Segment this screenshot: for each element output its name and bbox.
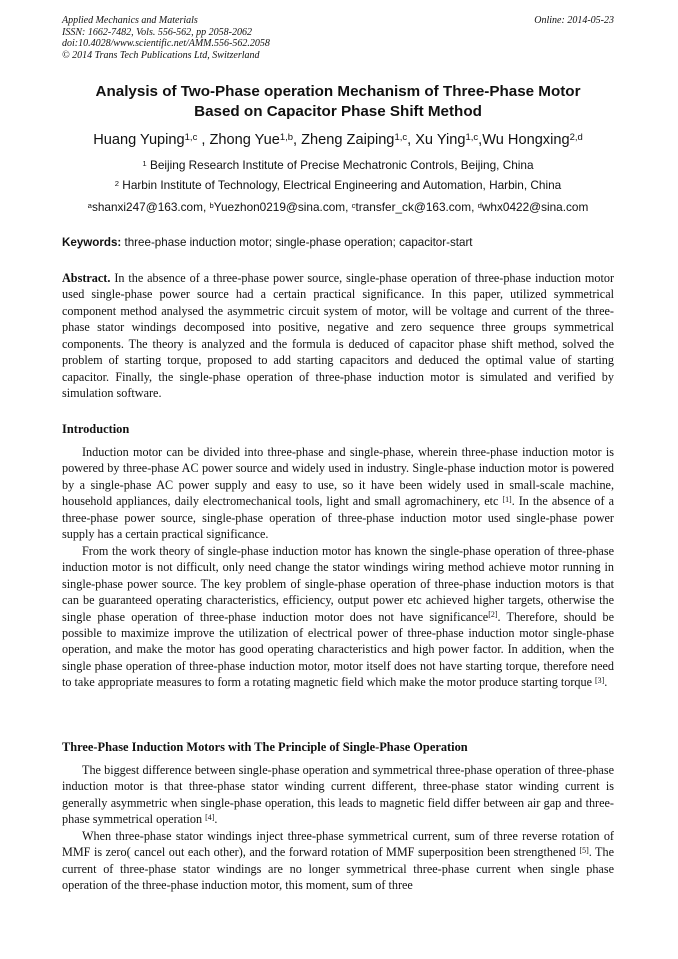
section-heading-introduction: Introduction xyxy=(62,422,130,436)
author-sup: 1,c xyxy=(184,131,198,143)
affiliation-text: Beijing Research Institute of Precise Mechatronic Controls, Beijing, China xyxy=(149,158,534,172)
journal-name: Applied Mechanics and Materials xyxy=(62,15,198,26)
abstract xyxy=(62,270,614,402)
doi-line: doi:10.4028/www.scientific.net/AMM.556-562.2058 xyxy=(62,38,270,50)
author-name: Zheng Zaiping xyxy=(301,132,395,148)
introduction-body xyxy=(62,444,614,691)
author-separator: , xyxy=(407,132,416,148)
issn-line: ISSN: 1662-7482, Vols. 556-562, pp 2058-2062 xyxy=(62,26,252,38)
keywords-text: three-phase induction motor; single-phase operation; capacitor-start xyxy=(124,236,473,249)
paragraph-text: . xyxy=(214,812,218,827)
journal-header xyxy=(62,15,614,61)
author-sup: 2,d xyxy=(569,131,583,143)
paragraph-text: When three-phase stator windings inject three-phase symmetrical current, sum of three reverse rotation of MMF is zero( cancel out each other), and the forward rotation of MMF superposition been strengthened xyxy=(62,828,614,860)
email-sup: b xyxy=(209,200,214,210)
author-sup: 1,c xyxy=(394,131,408,143)
citation: [5] xyxy=(579,845,589,855)
email-sup: a xyxy=(87,200,92,210)
affiliation-1 xyxy=(62,157,614,173)
email-sup: d xyxy=(477,200,482,210)
author-sup: 1,b xyxy=(279,131,294,143)
paragraph xyxy=(62,762,614,828)
affiliation-text: Harbin Institute of Technology, Electrical Engineering and Automation, Harbin, China xyxy=(122,178,562,192)
paragraph-text: . In the absence of a three-phase power source, single-phase operation of three-phase induction motor used single-phase power supply has a certain practical significance. xyxy=(62,494,614,542)
abstract-text: In the absence of a three-phase power source, single-phase operation of three-phase induction motor used single-phase power source had a certain practical significance. In this paper, utilized symmetrical component method analysed the asymmetric circuit system of motor, will be voltage and current of the three-phase stator windings decomposed into positive, negative and zero sequence three groups symmetrical components. The theory is analyzed and the formula is deduced of capacitor phase shift method, solved the problem of starting torque, proposed to add starting capacitors and deduced the optimal value of starting capacitor. Finally, the single-phase operation of three-phase induction motor is simulated and verified by simulation software. xyxy=(62,271,615,401)
author-name: Wu Hongxing xyxy=(482,132,570,148)
email-link[interactable]: whx0422@sina.com xyxy=(481,200,589,214)
affiliation-sup: 1 xyxy=(142,158,147,168)
email-link[interactable]: Yuezhon0219@sina.com, xyxy=(213,200,352,214)
paragraph-text: . xyxy=(604,675,608,690)
online-date: Online: 2014-05-23 xyxy=(534,15,614,26)
paragraph-text: Induction motor can be divided into three-phase and single-phase, wherein three-phase induction motor is powered by three-phase AC power source and widely used in industry. Single-phase induction motor is powered by a single-phase AC power supply and easy to use, so it have been widely used in small-scale machine, household appliances, daily electromechanical tools, light and small agromachinery, etc xyxy=(62,445,614,509)
author-name: Xu Ying xyxy=(415,132,466,148)
author-separator: , xyxy=(293,132,302,148)
paragraph-text: The biggest difference between single-phase operation and symmetrical three-phase operation of three-phase induction motor is that three-phase stator winding current different, three-phase stator winding current is generally asymmetric when single-phase operation, this leads to magnetic field differ between air gap and three-phase symmetrical operation xyxy=(62,763,614,827)
email-link[interactable]: transfer_ck@163.com, xyxy=(355,200,478,214)
paragraph xyxy=(62,444,614,543)
principle-body xyxy=(62,762,614,894)
author-name: Huang Yuping xyxy=(93,132,185,148)
author-sup: 1,c xyxy=(465,131,479,143)
paragraph-text: From the work theory of single-phase induction motor has known the single-phase operation of three-phase induction motor is not difficult, only need change the stator windings wiring method achieve motor running in single-phase power source. The key problem of single-phase operation of three-phase induction motors is that can be guaranteed operating characteristics, efficiency, output power etc achieved higher targets, otherwise the single phase operation of three-phase induction motor does not have significance xyxy=(62,543,614,624)
author-emails xyxy=(62,199,614,215)
copyright-line: © 2014 Trans Tech Publications Ltd, Switzerland xyxy=(62,49,260,61)
paper-title xyxy=(62,82,614,122)
author-separator: , xyxy=(478,132,483,148)
citation: [2] xyxy=(488,609,498,619)
citation: [1] xyxy=(502,494,512,504)
citation: [4] xyxy=(205,812,215,822)
paragraph xyxy=(62,543,614,691)
email-link[interactable]: shanxi247@163.com, xyxy=(91,200,210,214)
section-heading-principle: Three-Phase Induction Motors with The Principle of Single-Phase Operation xyxy=(62,740,468,754)
author-name: Zhong Yue xyxy=(209,132,280,148)
author-separator: , xyxy=(197,132,210,148)
abstract-label: Abstract. xyxy=(62,271,111,285)
email-sup: c xyxy=(351,200,356,210)
affiliation-2 xyxy=(62,177,614,193)
author-list xyxy=(62,130,614,150)
paragraph xyxy=(62,828,614,894)
title-line-1: Analysis of Two-Phase operation Mechanism of Three-Phase Motor xyxy=(95,83,581,100)
citation: [3] xyxy=(595,675,605,685)
paragraph-text: . The current of three-phase stator windings are no longer symmetrical three-phase current when single phase operation of the three-phase induction motor, this moment, sum of three xyxy=(62,845,615,893)
affiliation-sup: 2 xyxy=(114,178,120,188)
keywords-label: Keywords: xyxy=(62,236,122,249)
keywords xyxy=(62,235,614,250)
title-line-2: Based on Capacitor Phase Shift Method xyxy=(194,103,482,120)
paragraph-text: . Therefore, should be possible to maximize improve the utilization of electrical power of three-phase induction motor single-phase operation, and make the motor has good operating characteristics and high power factor. In addition, when the single phase operation of three-phase induction motor, motor itself does not have starting torque, therefore need to take appropriate measures to form a rotating magnetic field which make the motor produce starting torque xyxy=(62,609,615,690)
